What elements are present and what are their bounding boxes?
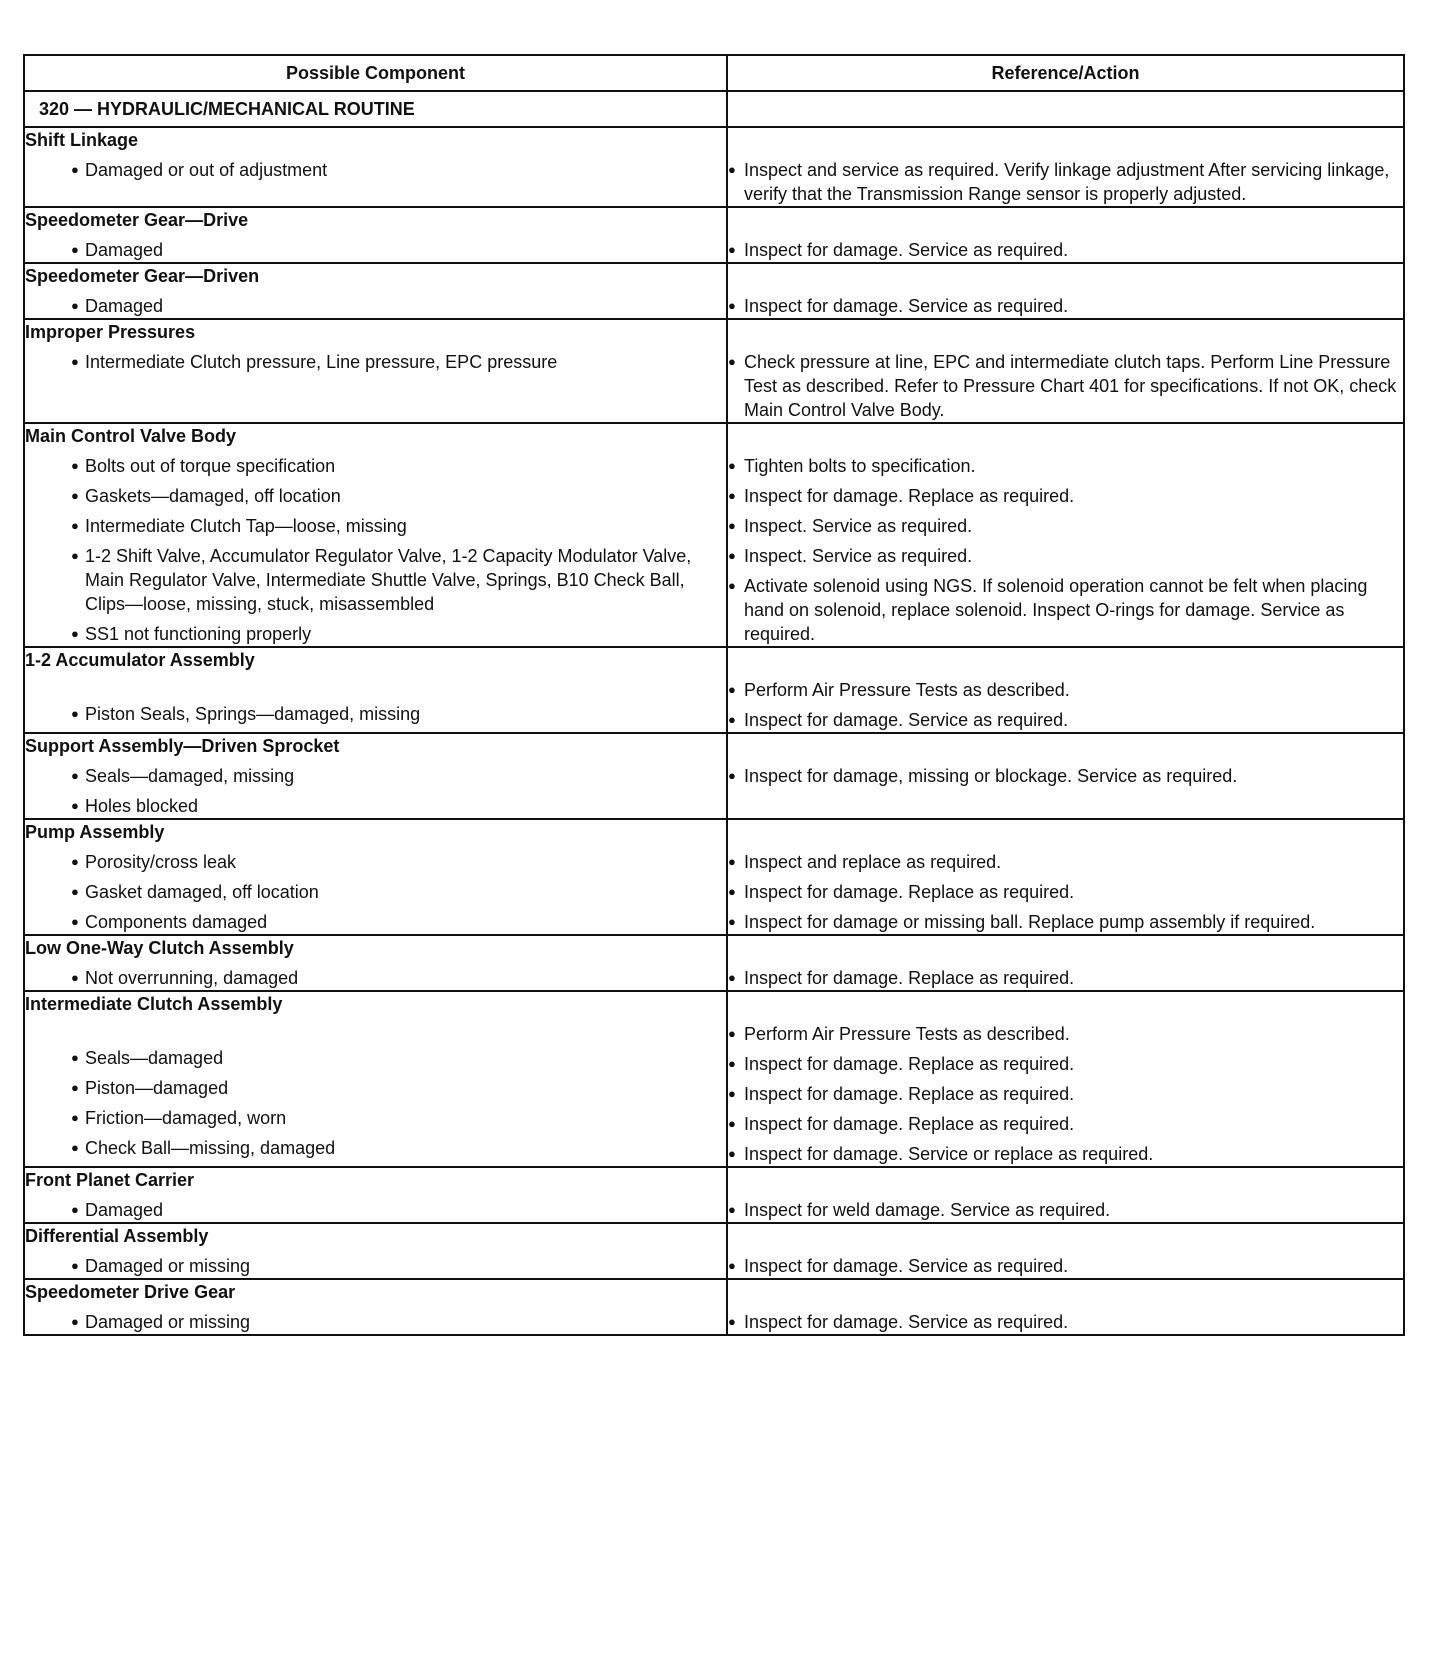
- component-title: Improper Pressures: [25, 322, 196, 342]
- spacer: [728, 648, 1403, 672]
- action-item: ● Inspect for damage. Replace as required.: [728, 1052, 1403, 1076]
- component-item: ● Damaged: [25, 294, 726, 318]
- component-cell: [24, 935, 727, 991]
- component-title: Speedometer Drive Gear: [25, 1282, 236, 1302]
- action-item: ● Inspect for damage. Replace as required.: [728, 880, 1403, 904]
- component-cell: [24, 127, 727, 207]
- component-title: Front Planet Carrier: [25, 1170, 195, 1190]
- component-cell: [24, 319, 727, 423]
- component-item: ● Gaskets—damaged, off location: [25, 484, 726, 508]
- component-row: [24, 1279, 1404, 1335]
- component-item: ● Damaged or missing: [25, 1254, 726, 1278]
- component-cell: [24, 1223, 727, 1279]
- action-cell: [727, 1223, 1404, 1279]
- component-item: ● Damaged: [25, 238, 726, 262]
- action-item: ● Tighten bolts to specification.: [728, 454, 1403, 478]
- action-item: ● Inspect and replace as required.: [728, 850, 1403, 874]
- component-item: ● SS1 not functioning properly: [25, 622, 726, 646]
- component-title: Pump Assembly: [25, 822, 165, 842]
- spacer: [25, 1016, 726, 1040]
- component-item: ● Damaged: [25, 1198, 726, 1222]
- action-item: ● Inspect. Service as required.: [728, 514, 1403, 538]
- action-cell: [727, 263, 1404, 319]
- component-cell: [24, 819, 727, 935]
- component-row: [24, 1223, 1404, 1279]
- component-item: ● Gasket damaged, off location: [25, 880, 726, 904]
- component-title: Intermediate Clutch Assembly: [25, 994, 283, 1014]
- action-item: ● Inspect for damage. Service as required.: [728, 238, 1403, 262]
- component-row: [24, 991, 1404, 1167]
- component-row: [24, 733, 1404, 819]
- action-cell: [727, 647, 1404, 733]
- component-item: ● 1-2 Shift Valve, Accumulator Regulator Valve, 1-2 Capacity Modulator Valve, Main Regulator Valve, Intermediate Shuttle Valve, Springs, B10 Check Ball, Clips—loose, missing, stuck, misassembled: [25, 544, 726, 616]
- routine-title: 320 — HYDRAULIC/MECHANICAL ROUTINE: [24, 91, 727, 127]
- component-title: Low One-Way Clutch Assembly: [25, 938, 294, 958]
- action-item: ● Inspect. Service as required.: [728, 544, 1403, 568]
- component-row: [24, 423, 1404, 647]
- component-cell: [24, 207, 727, 263]
- component-item: ● Piston—damaged: [25, 1076, 726, 1100]
- component-item: ● Intermediate Clutch pressure, Line pressure, EPC pressure: [25, 350, 726, 374]
- component-cell: [24, 1167, 727, 1223]
- component-title: Support Assembly—Driven Sprocket: [25, 736, 340, 756]
- component-cell: [24, 991, 727, 1167]
- component-row: [24, 127, 1404, 207]
- spacer: [728, 992, 1403, 1016]
- action-item: ● Check pressure at line, EPC and intermediate clutch taps. Perform Line Pressure Test as described. Refer to Pressure Chart 401 for specifications. If not OK, check Main Control Valve Body.: [728, 350, 1403, 422]
- header-row: [24, 55, 1404, 91]
- action-item: ● Inspect for damage, missing or blockage. Service as required.: [728, 764, 1403, 788]
- component-cell: [24, 423, 727, 647]
- spacer: [728, 1168, 1403, 1192]
- action-cell: [727, 1167, 1404, 1223]
- diagnosis-table: [23, 54, 1405, 1336]
- component-item: ● Friction—damaged, worn: [25, 1106, 726, 1130]
- action-item: ● Inspect for damage. Service as required.: [728, 708, 1403, 732]
- header-reference-action: Reference/Action: [727, 55, 1404, 91]
- component-cell: [24, 1279, 727, 1335]
- component-row: [24, 319, 1404, 423]
- component-item: ● Not overrunning, damaged: [25, 966, 726, 990]
- action-cell: [727, 423, 1404, 647]
- action-item: ● Inspect and service as required. Verify linkage adjustment After servicing linkage, verify that the Transmission Range sensor is properly adjusted.: [728, 158, 1403, 206]
- diagnosis-page: [23, 54, 1403, 1336]
- component-title: 1-2 Accumulator Assembly: [25, 650, 255, 670]
- spacer: [728, 1224, 1403, 1248]
- action-item: ● Inspect for damage. Replace as required.: [728, 966, 1403, 990]
- action-cell: [727, 1279, 1404, 1335]
- routine-empty-cell: [727, 91, 1404, 127]
- component-row: [24, 263, 1404, 319]
- component-row: [24, 935, 1404, 991]
- component-row: [24, 647, 1404, 733]
- component-row: [24, 207, 1404, 263]
- spacer: [728, 734, 1403, 758]
- spacer: [728, 424, 1403, 448]
- component-title: Shift Linkage: [25, 130, 139, 150]
- action-item: ● Perform Air Pressure Tests as described.: [728, 1022, 1403, 1046]
- action-item: ● Inspect for damage. Service as required.: [728, 1254, 1403, 1278]
- component-item: ● Seals—damaged, missing: [25, 764, 726, 788]
- action-item: ● Inspect for damage or missing ball. Replace pump assembly if required.: [728, 910, 1403, 934]
- spacer: [728, 320, 1403, 344]
- action-item: ● Inspect for damage. Replace as required.: [728, 484, 1403, 508]
- spacer: [728, 936, 1403, 960]
- action-cell: [727, 127, 1404, 207]
- component-item: ● Damaged or missing: [25, 1310, 726, 1334]
- component-cell: [24, 647, 727, 733]
- component-item: ● Piston Seals, Springs—damaged, missing: [25, 702, 726, 726]
- action-item: ● Perform Air Pressure Tests as described.: [728, 678, 1403, 702]
- action-item: ● Inspect for damage. Service as required.: [728, 1310, 1403, 1334]
- action-item: ● Inspect for damage. Service as required.: [728, 294, 1403, 318]
- component-title: Speedometer Gear—Drive: [25, 210, 249, 230]
- spacer: [728, 128, 1403, 152]
- component-item: ● Seals—damaged: [25, 1046, 726, 1070]
- spacer: [728, 820, 1403, 844]
- component-item: ● Damaged or out of adjustment: [25, 158, 726, 182]
- action-cell: [727, 935, 1404, 991]
- spacer: [25, 672, 726, 696]
- component-item: ● Components damaged: [25, 910, 726, 934]
- component-cell: [24, 733, 727, 819]
- component-item: ● Intermediate Clutch Tap—loose, missing: [25, 514, 726, 538]
- component-item: ● Holes blocked: [25, 794, 726, 818]
- action-item: ● Inspect for damage. Service or replace as required.: [728, 1142, 1403, 1166]
- spacer: [728, 208, 1403, 232]
- action-item: ● Inspect for weld damage. Service as required.: [728, 1198, 1403, 1222]
- component-row: [24, 1167, 1404, 1223]
- component-item: ● Porosity/cross leak: [25, 850, 726, 874]
- component-cell: [24, 263, 727, 319]
- action-cell: [727, 733, 1404, 819]
- action-cell: [727, 207, 1404, 263]
- component-title: Differential Assembly: [25, 1226, 209, 1246]
- action-cell: [727, 819, 1404, 935]
- header-possible-component: Possible Component: [24, 55, 727, 91]
- action-cell: [727, 319, 1404, 423]
- action-item: ● Inspect for damage. Replace as required.: [728, 1112, 1403, 1136]
- component-item: ● Check Ball—missing, damaged: [25, 1136, 726, 1160]
- component-row: [24, 819, 1404, 935]
- component-title: Speedometer Gear—Driven: [25, 266, 260, 286]
- routine-row: [24, 91, 1404, 127]
- component-title: Main Control Valve Body: [25, 426, 237, 446]
- action-item: ● Activate solenoid using NGS. If solenoid operation cannot be felt when placing hand on solenoid, replace solenoid. Inspect O-rings for damage. Service as required.: [728, 574, 1403, 646]
- action-item: ● Inspect for damage. Replace as required.: [728, 1082, 1403, 1106]
- spacer: [728, 264, 1403, 288]
- spacer: [728, 1280, 1403, 1304]
- action-cell: [727, 991, 1404, 1167]
- component-item: ● Bolts out of torque specification: [25, 454, 726, 478]
